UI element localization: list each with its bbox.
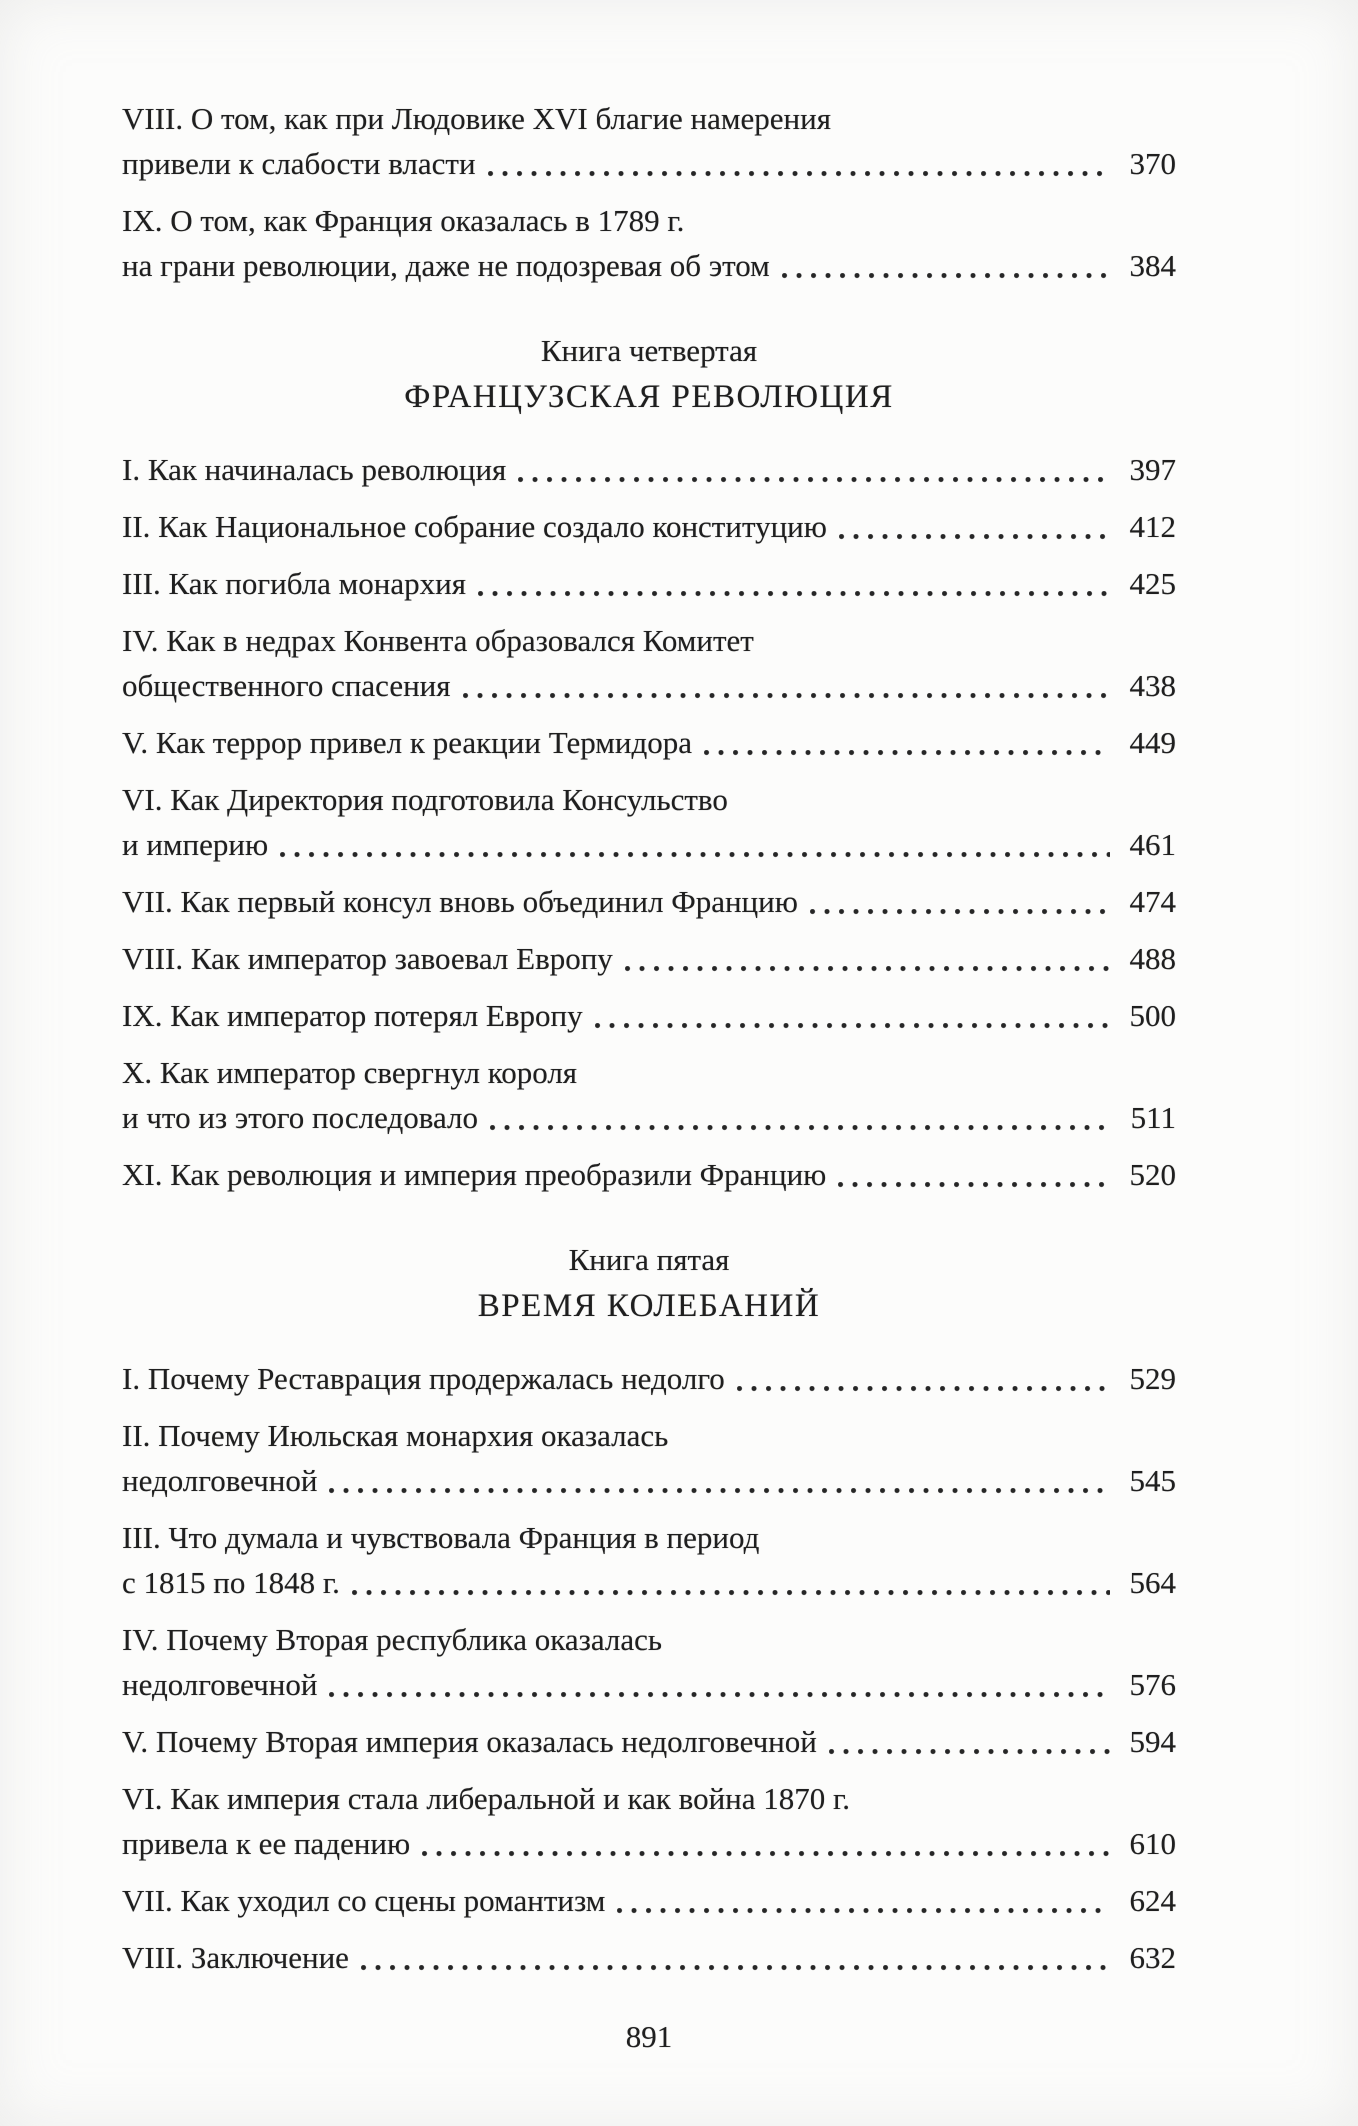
entry-line: IV. Почему Вторая республика оказалась [122, 1622, 662, 1657]
dot-leader [478, 561, 1110, 606]
entry-page: 529 [1129, 1361, 1176, 1396]
section-kicker: Книга пятая [568, 1242, 730, 1277]
dot-leader [329, 1662, 1110, 1707]
dot-leader [352, 1560, 1110, 1605]
entry-line: VIII. О том, как при Людовике XVI благие намерения [122, 101, 831, 136]
entry-line [122, 1878, 1176, 1923]
section-heading [122, 1237, 1176, 1330]
dot-leader [810, 879, 1110, 924]
toc-entry [122, 720, 1176, 765]
entry-text: VII. Как уходил со сцены романтизм [122, 1883, 606, 1918]
page-number: 891 [625, 2019, 673, 2054]
dot-leader [488, 141, 1110, 186]
toc-entry [122, 1617, 1176, 1707]
entry-line [122, 1560, 1176, 1605]
dot-leader [463, 663, 1110, 708]
toc-entry [122, 936, 1176, 981]
entry-line [122, 1152, 1176, 1197]
entry-line [122, 822, 1176, 867]
entry-text: I. Почему Реставрация продержалась недолго [122, 1361, 725, 1396]
toc-entry [122, 1413, 1176, 1503]
entry-page: 624 [1129, 1883, 1176, 1918]
toc-entry [122, 198, 1176, 288]
entry-text: на грани революции, даже не подозревая об этом [122, 248, 770, 283]
entry-line [122, 720, 1176, 765]
entry-page: 564 [1129, 1565, 1176, 1600]
entry-line: III. Что думала и чувствовала Франция в период [122, 1520, 760, 1555]
entry-text: VIII. Заключение [122, 1940, 349, 1975]
entry-page: 425 [1129, 566, 1176, 601]
toc-section [122, 328, 1176, 1197]
entry-text: III. Как погибла монархия [122, 566, 466, 601]
dot-leader [617, 1878, 1110, 1923]
entry-text: и империю [122, 827, 269, 862]
entry-line [122, 1821, 1176, 1866]
entry-line [122, 1095, 1176, 1140]
dot-leader [280, 822, 1110, 867]
entry-page: 384 [1129, 248, 1176, 283]
entry-page: 370 [1129, 146, 1176, 181]
entry-text: V. Почему Вторая империя оказалась недолговечной [122, 1724, 817, 1759]
dot-leader [361, 1935, 1110, 1980]
dot-leader [839, 504, 1110, 549]
entry-line: X. Как император свергнул короля [122, 1055, 578, 1090]
entry-page: 520 [1129, 1157, 1176, 1192]
entry-text: с 1815 по 1848 г. [122, 1565, 340, 1600]
toc-entry [122, 1719, 1176, 1764]
entry-page: 632 [1129, 1940, 1176, 1975]
toc-entry [122, 561, 1176, 606]
entry-page: 397 [1129, 452, 1176, 487]
dot-leader [490, 1095, 1110, 1140]
toc-entry [122, 1356, 1176, 1401]
entry-page: 488 [1129, 941, 1176, 976]
section-title: ФРАНЦУЗСКАЯ РЕВОЛЮЦИЯ [404, 379, 894, 415]
entry-page: 511 [1130, 1100, 1176, 1135]
entry-line [122, 504, 1176, 549]
entry-line [122, 936, 1176, 981]
entry-page: 545 [1129, 1463, 1176, 1498]
dot-leader [595, 993, 1110, 1038]
entry-line: VI. Как Директория подготовила Консульство [122, 782, 728, 817]
entry-text: II. Как Национальное собрание создало конституцию [122, 509, 827, 544]
section-title: ВРЕМЯ КОЛЕБАНИЙ [477, 1288, 821, 1324]
entry-line: II. Почему Июльская монархия оказалась [122, 1418, 669, 1453]
toc-entry [122, 447, 1176, 492]
entry-text: недолговечной [122, 1463, 318, 1498]
entry-page: 449 [1129, 725, 1176, 760]
toc-entry [122, 1050, 1176, 1140]
toc-entry [122, 1776, 1176, 1866]
toc-entry [122, 879, 1176, 924]
dot-leader [838, 1152, 1110, 1197]
entry-text: V. Как террор привел к реакции Термидора [122, 725, 692, 760]
entry-text: недолговечной [122, 1667, 318, 1702]
entry-line [122, 1935, 1176, 1980]
table-of-contents [122, 96, 1176, 1980]
entry-line [122, 447, 1176, 492]
entry-line [122, 879, 1176, 924]
entry-text: XI. Как революция и империя преобразили Францию [122, 1157, 827, 1192]
dot-leader [704, 720, 1110, 765]
toc-entry [122, 993, 1176, 1038]
entry-line [122, 1356, 1176, 1401]
entry-line [122, 1719, 1176, 1764]
toc-entry [122, 1152, 1176, 1197]
toc-entry [122, 96, 1176, 186]
dot-leader [518, 447, 1110, 492]
dot-leader [625, 936, 1110, 981]
entry-text: VII. Как первый консул вновь объединил Францию [122, 884, 798, 919]
entry-page: 412 [1129, 509, 1176, 544]
toc-section [122, 96, 1176, 288]
dot-leader [422, 1821, 1110, 1866]
toc-entry [122, 1935, 1176, 1980]
entry-text: IX. Как император потерял Европу [122, 998, 583, 1033]
entry-line [122, 993, 1176, 1038]
entry-page: 594 [1129, 1724, 1176, 1759]
entry-line: IX. О том, как Франция оказалась в 1789 г. [122, 203, 685, 238]
toc-entry [122, 1878, 1176, 1923]
entry-text: I. Как начиналась революция [122, 452, 507, 487]
entry-line [122, 1662, 1176, 1707]
entry-text: привели к слабости власти [122, 146, 476, 181]
entry-text: и что из этого последовало [122, 1100, 478, 1135]
toc-entry [122, 777, 1176, 867]
dot-leader [782, 243, 1110, 288]
section-kicker: Книга четвертая [540, 333, 758, 368]
toc-entry [122, 504, 1176, 549]
section-heading [122, 328, 1176, 421]
entry-line [122, 561, 1176, 606]
entry-page: 610 [1129, 1826, 1176, 1861]
toc-section [122, 1237, 1176, 1980]
entry-page: 474 [1129, 884, 1176, 919]
entry-page: 461 [1129, 827, 1176, 862]
entry-page: 576 [1129, 1667, 1176, 1702]
entry-text: общественного спасения [122, 668, 451, 703]
entry-text: VIII. Как император завоевал Европу [122, 941, 613, 976]
entry-line [122, 243, 1176, 288]
entry-line [122, 141, 1176, 186]
entry-page: 500 [1129, 998, 1176, 1033]
entry-line: IV. Как в недрах Конвента образовался Комитет [122, 623, 754, 658]
dot-leader [329, 1458, 1110, 1503]
dot-leader [829, 1719, 1110, 1764]
entry-line: VI. Как империя стала либеральной и как война 1870 г. [122, 1781, 850, 1816]
entry-line [122, 1458, 1176, 1503]
entry-line [122, 663, 1176, 708]
toc-entry [122, 1515, 1176, 1605]
entry-page: 438 [1129, 668, 1176, 703]
dot-leader [737, 1356, 1110, 1401]
toc-entry [122, 618, 1176, 708]
entry-text: привела к ее падению [122, 1826, 411, 1861]
